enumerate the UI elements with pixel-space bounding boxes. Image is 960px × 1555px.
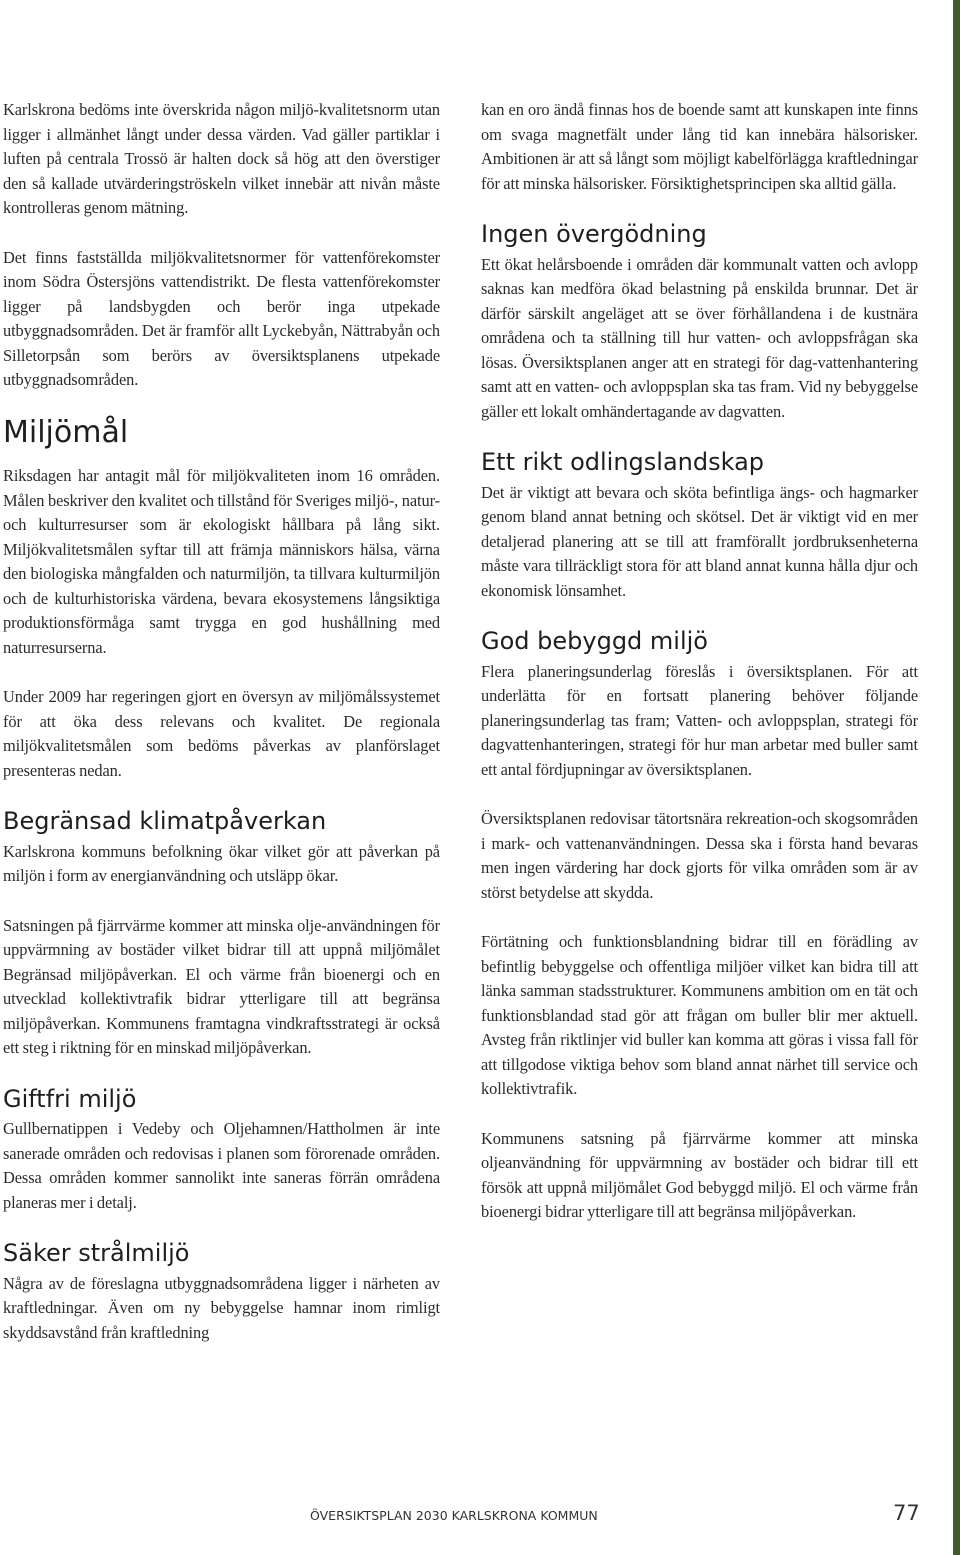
heading-ingen-overgodning: Ingen övergödning — [481, 220, 707, 248]
paragraph-fortatning: Förtätning och funktionsblandning bidrar till en förädling av befintlig bebyggelse och offentliga miljöer vilket kan bidra till att länka samman stadsstrukturer. Kommunens ambition om en tät och funktionsblandad stad gör att frågan om buller blir mer aktuell. Avsteg från riktlinjer vid buller kan komma att göras i vissa fall för att tillgodose viktiga behov som bland annat närhet till service och kollektivtrafik. — [481, 932, 918, 1099]
heading-miljomal: Miljömål — [3, 414, 129, 450]
heading-begransad-klimatpaverkan: Begränsad klimatpåverkan — [3, 807, 327, 835]
heading-ett-rikt-odlingslandskap: Ett rikt odlingslandskap — [481, 448, 765, 477]
page-number: 77 — [893, 1501, 920, 1525]
paragraph-oversyn: Under 2009 har regeringen gjort en översyn av miljömålssystemet för att öka dess relevans och kvalitet. De regionala miljökvalitetsmålen som bedöms påverkas av planförslaget presenteras nedan. — [3, 687, 440, 780]
paragraph-halsorisker: kan en oro ändå finnas hos de boende samt att kunskapen inte finns om svaga magnetfält under lång tid kan innebära hälsorisker. Ambitionen är att så långt som möjligt kabelförlägga kraftledningar för att minska hälsorisker. Försiktighetsprincipen ska alltid gälla. — [481, 100, 918, 193]
paragraph-hagmarker: Det är viktigt att bevara och sköta befintliga ängs- och hagmarker genom bland annat betning och skötsel. Det är viktigt vid en mer detaljerad planering att se till att framförallt jordbruksenheterna måste vara tillräckligt stora för att bland annat kunna hålla djur och ekonomisk lönsamhet. — [481, 482, 918, 600]
paragraph-befolkning: Karlskrona kommuns befolkning ökar vilket gör att påverkan på miljön i form av energianvändning och utsläpp ökar. — [3, 841, 440, 886]
paragraph-fjarrvarme-bebyggd: Kommunens satsning på fjärrvärme kommer att minska oljeanvändning för uppvärmning av bostäder och bidrar till ett försök att uppnå miljömålet God bebyggd miljö. El och värme från bioenergi bidrar ytterligare till att begränsa miljöpåverkan. — [481, 1128, 918, 1222]
paragraph-fjarrvarme: Satsningen på fjärrvärme kommer att minska olje-användningen för uppvärmning av bostäder vilket bidrar till att uppnå miljömålet Begränsad miljöpåverkan. El och värme från bioenergi och en utvecklad kollektivtrafik bidrar ytterligare till att begränsa miljöpåverkan. Kommunens framtagna vindkraftsstrategi är också ett steg i riktning för en minskad miljöpåverkan. — [3, 915, 440, 1058]
heading-god-bebyggd-miljo: God bebyggd miljö — [481, 627, 708, 656]
paragraph-riksdagen: Riksdagen har antagit mål för miljökvaliteten inom 16 områden. Målen beskriver den kvalitet och tillstånd för Sveriges miljö-, natur- och kulturresurser som är ekologiskt hållbara på lång sikt. Miljökvalitetsmålen syftar till att främja människors hälsa, värna den biologiska mångfalden och naturmiljön, ta tillvara kulturmiljön och de kulturhistoriska värdena, bevara ekosystemens långsiktiga produktionsförmåga samt trygga en god hushållning med naturresurserna. — [3, 466, 440, 657]
heading-giftfri-miljo: Giftfri miljö — [3, 1084, 137, 1113]
paragraph-gullbernatippen: Gullbernatippen i Vedeby och Oljehamnen/Hattholmen är inte sanerade områden och redovisas i planen som förorenade områden. Dessa områden kommer sannolikt inte saneras förrän områdena planeras mer i detalj. — [3, 1119, 440, 1212]
paragraph-kraftledningar: Några av de föreslagna utbyggnadsområdena ligger i närheten av kraftledningar. Även om ny bebyggelse hamnar inom rimligt skyddsavstånd från kraftledning — [3, 1273, 440, 1342]
left-column — [3, 98, 440, 1370]
right-column — [481, 98, 918, 1250]
page-footer — [0, 1501, 960, 1531]
paragraph-helarsboende: Ett ökat helårsboende i områden där kommunalt vatten och avlopp saknas kan medföra ökad belastning på enskilda brunnar. Det är därför särskilt angeläget att se över förhållandena i de kustnära områdena och ta ställning till hur vatten- och avloppsfrågan ska lösas. Översiktsplanen anger att en strategi för dag-vattenhantering samt att en vatten- och avloppsplan ska tas fram. Vid ny bebyggelse gäller ett lokalt omhändertagande av dagvatten. — [481, 254, 918, 421]
heading-saker-stralmiljo: Säker strålmiljö — [3, 1239, 190, 1268]
paragraph-air-quality: Karlskrona bedöms inte överskrida någon miljö-kvalitetsnorm utan ligger i allmänhet långt under dessa värden. Vad gäller partiklar i luften på centrala Trossö är halten dock så hög att den överstiger den så kallade utvärderingströskeln vilket innebär att nivån måste kontrolleras genom mätning. — [3, 100, 440, 217]
page-edge-accent-bar — [953, 0, 960, 1555]
footer-title: ÖVERSIKTSPLAN 2030 KARLSKRONA KOMMUN — [310, 1508, 598, 1523]
paragraph-rekreation: Översiktsplanen redovisar tätortsnära rekreation-och skogsområden i mark- och vattenanvändningen. Dessa ska i första hand bevaras men ingen värdering har dock gjorts för vilka områden som är av störst betydelse att skydda. — [481, 809, 918, 902]
paragraph-planeringsunderlag: Flera planeringsunderlag föreslås i översiktsplanen. För att underlätta för en fortsatt planering behöver följande planeringsunderlag tas fram; Vatten- och avloppsplan, strategi för dagvattenhanteringen, strategi för hur man arbetar med buller samt ett antal fördjupningar av översiktsplanen. — [481, 661, 918, 779]
paragraph-water-norms: Det finns fastställda miljökvalitetsnormer för vattenförekomster inom Södra Östersjöns vattendistrikt. De flesta vattenförekomster ligger på landsbygden och berör inga utpekade utbyggnadsområden. Det är framför allt Lyckebyån, Nättrabyån och Silletorpsån som berörs av översiktsplanens utpekade utbyggnadsområden. — [3, 247, 440, 389]
